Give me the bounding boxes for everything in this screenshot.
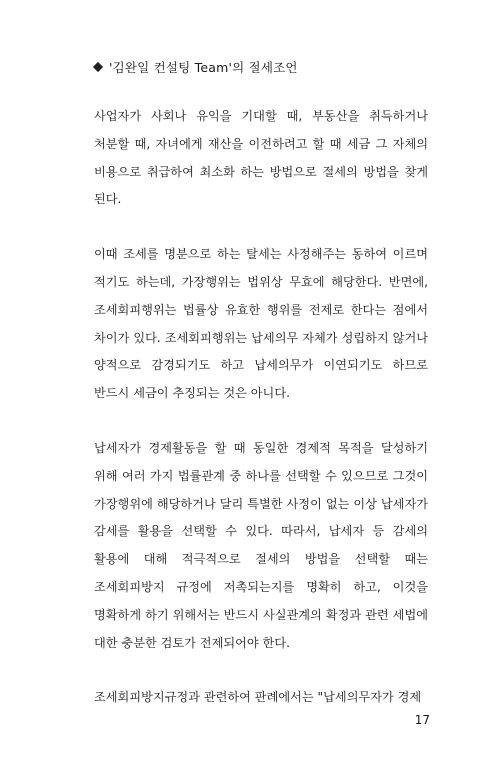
paragraph: 사업자가 사회나 유익을 기대할 때, 부동산을 취득하거나 처분할 때, 자녀에게 재산을 이전하려고 할 때 세금 그 자체의 비용으로 취급하여 최소화 하는 방법으로 절세의 방법을 찾게 된다. [94, 109, 428, 207]
paragraph: 이때 조세를 명분으로 하는 탈세는 사정해주는 동하여 이르며 적기도 하는데, 가장행위는 법위상 무효에 해당한다. 반면에, 조세회피행위는 법률상 유효한 행위를 전제로 한다는 점에서 차이가 있다. 조세회피행위는 납세의무 자체가 성립하지 않거나 양적으로 감경되기도 하고 납세의무가 이연되기도 하므로 반드시 세금이 추징되는 것은 아니다. [94, 247, 428, 401]
section-title: '김완일 컨설팅 Team'의 절세조언 [109, 60, 298, 75]
section-header [94, 58, 298, 76]
body-text [94, 103, 428, 739]
square-bullet-icon [93, 62, 103, 72]
paragraph: 납세자가 경제활동을 할 때 동일한 경제적 목적을 달성하기 위해 여러 가지 법률관계 중 하나를 선택할 수 있으므로 그것이 가장행위에 해당하거나 달리 특별한 사정이 없는 이상 납세자가 감세를 활용을 선택할 수 있다. 따라서, 납세자 등 감세의 활용에 대해 적극적으로 절세의 방법을 선택할 때는 조세회피방지 규정에 저촉되는지를 명확히 하고, 이것을 명확하게 하기 위해서는 반드시 사실관계의 확정과 관련 세법에 대한 충분한 검토가 전제되어야 한다. [94, 440, 428, 650]
paragraph: 조세회피방지규정과 관련하여 판례에서는 "납세의무자가 경제 [94, 690, 422, 705]
page-number: 17 [414, 713, 430, 727]
